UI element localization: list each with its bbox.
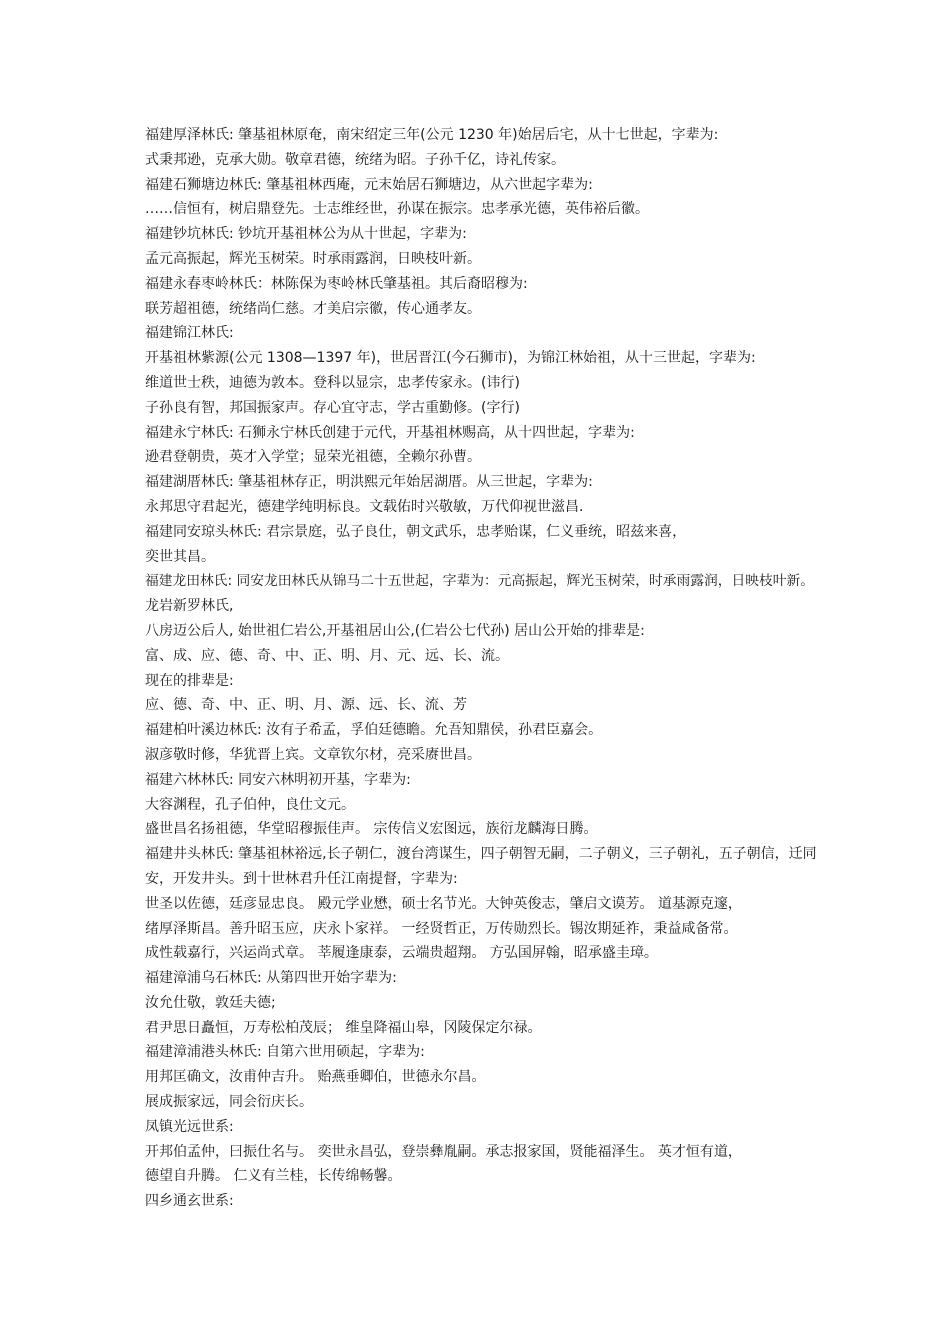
text-line: 维道世士秩，迪德为敦本。登科以显宗，忠孝传家永。(讳行): [145, 374, 520, 391]
text-line: 应、德、奇、中、正、明、月、源、远、长、流、芳: [145, 697, 467, 714]
text-line: 开邦伯孟仲，曰振仕名与。 奕世永昌弘，登崇彝胤嗣。承志报家国，贤能福泽生。 英才恒有道，: [145, 1143, 742, 1160]
text-line: 八房迈公后人, 始世祖仁岩公,开基祖居山公,(仁岩公七代孙) 居山公开始的排辈是:: [145, 622, 645, 639]
text-line: 用邦匡确文，汝甫仲吉升。 贻燕垂卿伯，世德永尔昌。: [145, 1069, 486, 1086]
text-line: 永邦思守君起光，德建学纯明标良。文载佑时兴敬敏，万代仰视世滋昌.: [145, 498, 584, 515]
text-line: 福建同安琼头林氏: 君宗景庭，弘子良仕，朝文武乐，忠孝贻谋，仁义垂统，昭兹来喜，: [145, 523, 687, 540]
document-body: [145, 123, 825, 1214]
text-line: 福建钞坑林氏: 钞坑开基祖林公为从十世起，字辈为:: [145, 226, 467, 243]
text-line: 福建龙田林氏: 同安龙田林氏从锦马二十五世起，字辈为：元高振起，辉光玉树荣，时承雨露润，日映枝叶新。: [145, 573, 815, 590]
text-line: 福建漳浦乌石林氏: 从第四世开始字辈为:: [145, 970, 397, 987]
text-line: 福建柏叶溪边林氏: 汝有子希孟，孚伯廷德瞻。允吾知鼎侯，孙君臣嘉会。: [145, 722, 603, 739]
text-line: 现在的排辈是:: [145, 672, 234, 689]
text-line: 君尹思日矗恒，万寿松柏茂辰； 维皇降福山皋，冈陵保定尔禄。: [145, 1019, 542, 1036]
text-line: 福建永宁林氏: 石狮永宁林氏创建于元代，开基祖林赐高，从十四世起，字辈为:: [145, 424, 635, 441]
text-line: 福建永春枣岭林氏：林陈保为枣岭林氏肇基祖。其后裔昭穆为:: [145, 275, 528, 292]
text-line: 福建井头林氏: 肇基祖林裕远,长子朝仁，渡台湾谋生，四子朝智无嗣，二子朝义，三子朝礼，五子朝信，迁同: [145, 846, 817, 863]
text-line: 联芳超祖德，统绪尚仁慈。才美启宗徽，传心通孝友。: [145, 300, 481, 317]
text-line: 成性载嘉行，兴运尚式章。 莘履逢康泰，云端贵超翔。 方弘国屏翰，昭承盛圭璋。: [145, 945, 658, 962]
text-line: 凤镇光远世系:: [145, 1118, 234, 1135]
text-line: 盛世昌名扬祖德，华堂昭穆振佳声。 宗传信义宏图远，族衍龙麟海日腾。: [145, 821, 598, 838]
text-line: 福建湖厝林氏: 肇基祖林存正，明洪熙元年始居湖厝。从三世起，字辈为:: [145, 474, 593, 491]
text-line: 安，开发井头。到十世林君升任江南提督，字辈为:: [145, 870, 458, 887]
text-line: 式秉邦逊，克承大勋。敬章君德，统绪为昭。子孙千亿，诗礼传家。: [145, 151, 565, 168]
text-line: 大容渊程，孔子伯仲，良仕文元。: [145, 796, 355, 813]
text-line: 绪厚泽斯昌。善升昭玉应，庆永卜家祥。 一经贤哲正，万传勋烈长。锡汝期延祚，秉益咸备常。: [145, 920, 738, 937]
text-line: 汝允仕敬，敦廷夫德;: [145, 994, 276, 1011]
text-line: ……信恒有，树启鼎登先。士志维经世，孙谋在振宗。忠孝承光德，英伟裕后徽。: [145, 201, 649, 218]
text-line: 逊君登朝贵，英才入学堂；显荣光祖德，全赖尔孙曹。: [145, 449, 481, 466]
text-line: 淑彦敬时修，华犹晋上宾。文章钦尔材，亮采赓世昌。: [145, 746, 481, 763]
text-line: 德望自升腾。 仁义有兰桂，长传绵畅馨。: [145, 1168, 402, 1185]
text-line: 子孙良有智，邦国振家声。存心宜守志，学古重勤修。(字行): [145, 399, 520, 416]
text-line: 富、成、应、德、奇、中、正、明、月、元、远、长、流。: [145, 647, 509, 664]
text-line: 福建漳浦港头林氏: 自第六世用硕起，字辈为:: [145, 1044, 425, 1061]
text-line: 展成振家远，同会衍庆长。: [145, 1094, 313, 1111]
text-line: 世圣以佐德，廷彦显忠良。 殿元学业懋，硕士名节光。大钟英俊志，肇启文谟芳。 道基源克邃，: [145, 895, 742, 912]
text-line: 奕世其昌。: [145, 548, 215, 565]
text-line: 开基祖林紫源(公元 1308—1397 年)，世居晋江(今石狮市)，为锦江林始祖，从十三世起，字辈为:: [145, 350, 756, 367]
text-line: 福建厚泽林氏: 肇基祖林原奄，南宋绍定三年(公元 1230 年)始居后宅，从十七世起，字辈为:: [145, 127, 719, 143]
text-line: 福建石狮塘边林氏: 肇基祖林西庵，元末始居石狮塘边，从六世起字辈为:: [145, 176, 593, 193]
text-line: 孟元高振起，辉光玉树荣。时承雨露润，日映枝叶新。: [145, 250, 481, 267]
text-line: 福建锦江林氏:: [145, 325, 234, 342]
text-line: 龙岩新罗林氏,: [145, 598, 234, 615]
text-line: 福建六林林氏: 同安六林明初开基，字辈为:: [145, 771, 411, 788]
text-line: 四乡通玄世系:: [145, 1193, 234, 1210]
